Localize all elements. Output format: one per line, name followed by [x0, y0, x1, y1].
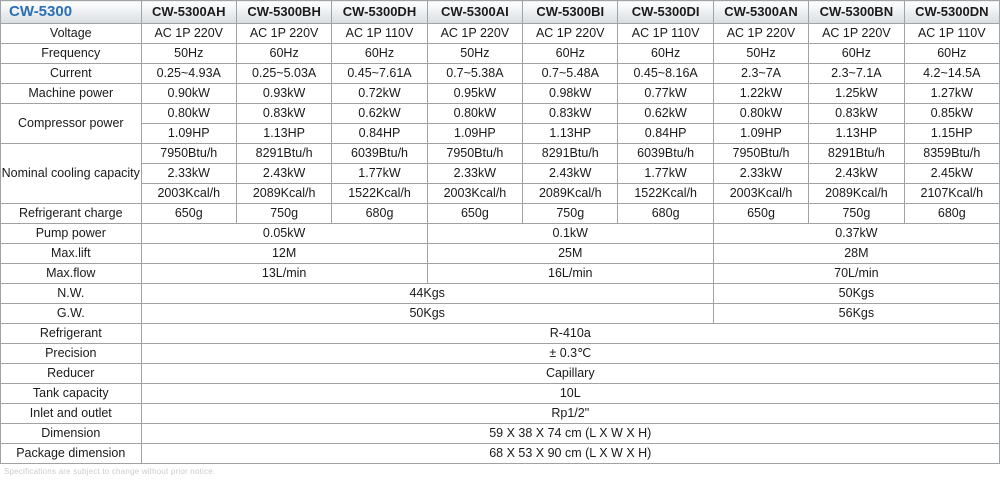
cell-dimension-value: 59 X 38 X 74 cm (L X W X H)	[141, 424, 999, 444]
model-header-8: CW-5300BN	[809, 1, 904, 24]
cell-current-6: 0.45~8.16A	[618, 64, 713, 84]
row-label-pump-power: Pump power	[1, 224, 142, 244]
table-row-dimension	[1, 424, 1000, 444]
cell-cooling-kw-1: 2.33kW	[141, 164, 236, 184]
table-row-cooling-capacity-kw	[1, 164, 1000, 184]
row-label-reducer: Reducer	[1, 364, 142, 384]
cell-voltage-1: AC 1P 220V	[141, 24, 236, 44]
cell-compressor-hp-1: 1.09HP	[141, 124, 236, 144]
row-label-net-weight: N.W.	[1, 284, 142, 304]
cell-compressor-hp-8: 1.13HP	[809, 124, 904, 144]
cell-refrigerant-charge-5: 750g	[523, 204, 618, 224]
cell-tank-capacity-value: 10L	[141, 384, 999, 404]
cell-compressor-hp-6: 0.84HP	[618, 124, 713, 144]
table-footnote: Specifications are subject to change without prior notice.	[4, 467, 216, 476]
cell-compressor-kw-5: 0.83kW	[523, 104, 618, 124]
table-row-pump-power	[1, 224, 1000, 244]
model-header-7: CW-5300AN	[713, 1, 808, 24]
table-row-precision	[1, 344, 1000, 364]
cell-cooling-btu-6: 6039Btu/h	[618, 144, 713, 164]
row-label-inlet-outlet: Inlet and outlet	[1, 404, 142, 424]
table-row-current	[1, 64, 1000, 84]
cell-compressor-hp-7: 1.09HP	[713, 124, 808, 144]
series-title: CW-5300	[1, 1, 142, 24]
cell-machine-power-7: 1.22kW	[713, 84, 808, 104]
cell-current-3: 0.45~7.61A	[332, 64, 427, 84]
table-header-row	[1, 1, 1000, 24]
cell-refrigerant-charge-3: 680g	[332, 204, 427, 224]
table-row-tank-capacity	[1, 384, 1000, 404]
cell-voltage-5: AC 1P 220V	[523, 24, 618, 44]
cell-voltage-4: AC 1P 220V	[427, 24, 522, 44]
cell-max-flow-group-i: 16L/min	[427, 264, 713, 284]
cell-current-7: 2.3~7A	[713, 64, 808, 84]
cell-machine-power-2: 0.93kW	[236, 84, 331, 104]
cell-cooling-kw-8: 2.43kW	[809, 164, 904, 184]
cell-cooling-kw-9: 2.45kW	[904, 164, 999, 184]
cell-pump-power-group-h: 0.05kW	[141, 224, 427, 244]
cell-cooling-btu-4: 7950Btu/h	[427, 144, 522, 164]
cell-gross-weight-left: 50Kgs	[141, 304, 713, 324]
cell-package-dimension-value: 68 X 53 X 90 cm (L X W X H)	[141, 444, 999, 464]
model-header-6: CW-5300DI	[618, 1, 713, 24]
cell-voltage-3: AC 1P 110V	[332, 24, 427, 44]
cell-current-1: 0.25~4.93A	[141, 64, 236, 84]
cell-voltage-6: AC 1P 110V	[618, 24, 713, 44]
cell-voltage-2: AC 1P 220V	[236, 24, 331, 44]
table-row-cooling-capacity-kcal	[1, 184, 1000, 204]
cell-frequency-2: 60Hz	[236, 44, 331, 64]
row-label-precision: Precision	[1, 344, 142, 364]
cell-cooling-btu-8: 8291Btu/h	[809, 144, 904, 164]
cell-machine-power-3: 0.72kW	[332, 84, 427, 104]
cell-frequency-8: 60Hz	[809, 44, 904, 64]
table-row-max-flow	[1, 264, 1000, 284]
cell-cooling-btu-7: 7950Btu/h	[713, 144, 808, 164]
table-row-max-lift	[1, 244, 1000, 264]
model-header-1: CW-5300AH	[141, 1, 236, 24]
cell-precision-value: ± 0.3℃	[141, 344, 999, 364]
cell-cooling-btu-9: 8359Btu/h	[904, 144, 999, 164]
cell-frequency-9: 60Hz	[904, 44, 999, 64]
cell-cooling-kcal-5: 2089Kcal/h	[523, 184, 618, 204]
row-label-max-flow: Max.flow	[1, 264, 142, 284]
cell-cooling-btu-2: 8291Btu/h	[236, 144, 331, 164]
table-row-refrigerant-charge	[1, 204, 1000, 224]
cell-machine-power-4: 0.95kW	[427, 84, 522, 104]
cell-machine-power-1: 0.90kW	[141, 84, 236, 104]
row-label-compressor-power: Compressor power	[1, 104, 142, 144]
cell-max-flow-group-n: 70L/min	[713, 264, 999, 284]
table-row-net-weight	[1, 284, 1000, 304]
cell-max-lift-group-n: 28M	[713, 244, 999, 264]
cell-machine-power-6: 0.77kW	[618, 84, 713, 104]
cell-compressor-kw-7: 0.80kW	[713, 104, 808, 124]
cell-voltage-7: AC 1P 220V	[713, 24, 808, 44]
cell-current-4: 0.7~5.38A	[427, 64, 522, 84]
row-label-max-lift: Max.lift	[1, 244, 142, 264]
cell-compressor-hp-4: 1.09HP	[427, 124, 522, 144]
table-row-compressor-power-kw	[1, 104, 1000, 124]
table-row-frequency	[1, 44, 1000, 64]
model-header-2: CW-5300BH	[236, 1, 331, 24]
model-header-9: CW-5300DN	[904, 1, 999, 24]
cell-max-flow-group-h: 13L/min	[141, 264, 427, 284]
cell-cooling-kcal-3: 1522Kcal/h	[332, 184, 427, 204]
cell-frequency-1: 50Hz	[141, 44, 236, 64]
cell-machine-power-9: 1.27kW	[904, 84, 999, 104]
row-label-current: Current	[1, 64, 142, 84]
table-row-gross-weight	[1, 304, 1000, 324]
table-row-cooling-capacity-btu	[1, 144, 1000, 164]
cell-gross-weight-right: 56Kgs	[713, 304, 999, 324]
model-header-4: CW-5300AI	[427, 1, 522, 24]
cell-compressor-hp-9: 1.15HP	[904, 124, 999, 144]
cell-compressor-kw-8: 0.83kW	[809, 104, 904, 124]
cell-cooling-kcal-1: 2003Kcal/h	[141, 184, 236, 204]
row-label-refrigerant-charge: Refrigerant charge	[1, 204, 142, 224]
cell-compressor-kw-2: 0.83kW	[236, 104, 331, 124]
cell-compressor-kw-4: 0.80kW	[427, 104, 522, 124]
cell-cooling-btu-1: 7950Btu/h	[141, 144, 236, 164]
cell-pump-power-group-n: 0.37kW	[713, 224, 999, 244]
row-label-dimension: Dimension	[1, 424, 142, 444]
row-label-tank-capacity: Tank capacity	[1, 384, 142, 404]
cell-inlet-outlet-value: Rp1/2"	[141, 404, 999, 424]
cell-machine-power-8: 1.25kW	[809, 84, 904, 104]
row-label-cooling-capacity: Nominal cooling capacity	[1, 144, 142, 204]
cell-cooling-kcal-7: 2003Kcal/h	[713, 184, 808, 204]
cell-refrigerant-charge-1: 650g	[141, 204, 236, 224]
table-row-refrigerant	[1, 324, 1000, 344]
table-row-inlet-outlet	[1, 404, 1000, 424]
cell-current-5: 0.7~5.48A	[523, 64, 618, 84]
cell-refrigerant-charge-6: 680g	[618, 204, 713, 224]
cell-cooling-kw-4: 2.33kW	[427, 164, 522, 184]
cell-compressor-hp-5: 1.13HP	[523, 124, 618, 144]
cell-cooling-btu-3: 6039Btu/h	[332, 144, 427, 164]
cell-compressor-kw-9: 0.85kW	[904, 104, 999, 124]
cell-cooling-kcal-6: 1522Kcal/h	[618, 184, 713, 204]
cell-compressor-hp-2: 1.13HP	[236, 124, 331, 144]
cell-frequency-7: 50Hz	[713, 44, 808, 64]
cell-cooling-btu-5: 8291Btu/h	[523, 144, 618, 164]
cell-compressor-kw-6: 0.62kW	[618, 104, 713, 124]
table-row-voltage	[1, 24, 1000, 44]
cell-compressor-kw-3: 0.62kW	[332, 104, 427, 124]
cell-refrigerant-charge-8: 750g	[809, 204, 904, 224]
row-label-machine-power: Machine power	[1, 84, 142, 104]
cell-pump-power-group-i: 0.1kW	[427, 224, 713, 244]
cell-current-9: 4.2~14.5A	[904, 64, 999, 84]
cell-cooling-kw-6: 1.77kW	[618, 164, 713, 184]
cell-current-8: 2.3~7.1A	[809, 64, 904, 84]
cell-max-lift-group-h: 12M	[141, 244, 427, 264]
cell-frequency-4: 50Hz	[427, 44, 522, 64]
cell-cooling-kcal-2: 2089Kcal/h	[236, 184, 331, 204]
cell-refrigerant-charge-9: 680g	[904, 204, 999, 224]
cell-reducer-value: Capillary	[141, 364, 999, 384]
cell-cooling-kw-3: 1.77kW	[332, 164, 427, 184]
cell-frequency-3: 60Hz	[332, 44, 427, 64]
cell-cooling-kcal-4: 2003Kcal/h	[427, 184, 522, 204]
row-label-voltage: Voltage	[1, 24, 142, 44]
table-row-reducer	[1, 364, 1000, 384]
cell-current-2: 0.25~5.03A	[236, 64, 331, 84]
cell-cooling-kw-2: 2.43kW	[236, 164, 331, 184]
cell-refrigerant-charge-7: 650g	[713, 204, 808, 224]
model-header-5: CW-5300BI	[523, 1, 618, 24]
cell-frequency-6: 60Hz	[618, 44, 713, 64]
cell-cooling-kcal-8: 2089Kcal/h	[809, 184, 904, 204]
row-label-gross-weight: G.W.	[1, 304, 142, 324]
table-row-compressor-power-hp	[1, 124, 1000, 144]
cell-compressor-kw-1: 0.80kW	[141, 104, 236, 124]
cell-frequency-5: 60Hz	[523, 44, 618, 64]
cell-cooling-kw-5: 2.43kW	[523, 164, 618, 184]
cell-voltage-9: AC 1P 110V	[904, 24, 999, 44]
cell-refrigerant-charge-2: 750g	[236, 204, 331, 224]
cell-refrigerant-charge-4: 650g	[427, 204, 522, 224]
cell-max-lift-group-i: 25M	[427, 244, 713, 264]
model-header-3: CW-5300DH	[332, 1, 427, 24]
table-row-package-dimension	[1, 444, 1000, 464]
cell-compressor-hp-3: 0.84HP	[332, 124, 427, 144]
row-label-package-dimension: Package dimension	[1, 444, 142, 464]
table-row-machine-power	[1, 84, 1000, 104]
row-label-refrigerant: Refrigerant	[1, 324, 142, 344]
cell-machine-power-5: 0.98kW	[523, 84, 618, 104]
cell-voltage-8: AC 1P 220V	[809, 24, 904, 44]
row-label-frequency: Frequency	[1, 44, 142, 64]
cell-cooling-kw-7: 2.33kW	[713, 164, 808, 184]
cell-net-weight-left: 44Kgs	[141, 284, 713, 304]
cell-refrigerant-value: R-410a	[141, 324, 999, 344]
cell-net-weight-right: 50Kgs	[713, 284, 999, 304]
cell-cooling-kcal-9: 2107Kcal/h	[904, 184, 999, 204]
